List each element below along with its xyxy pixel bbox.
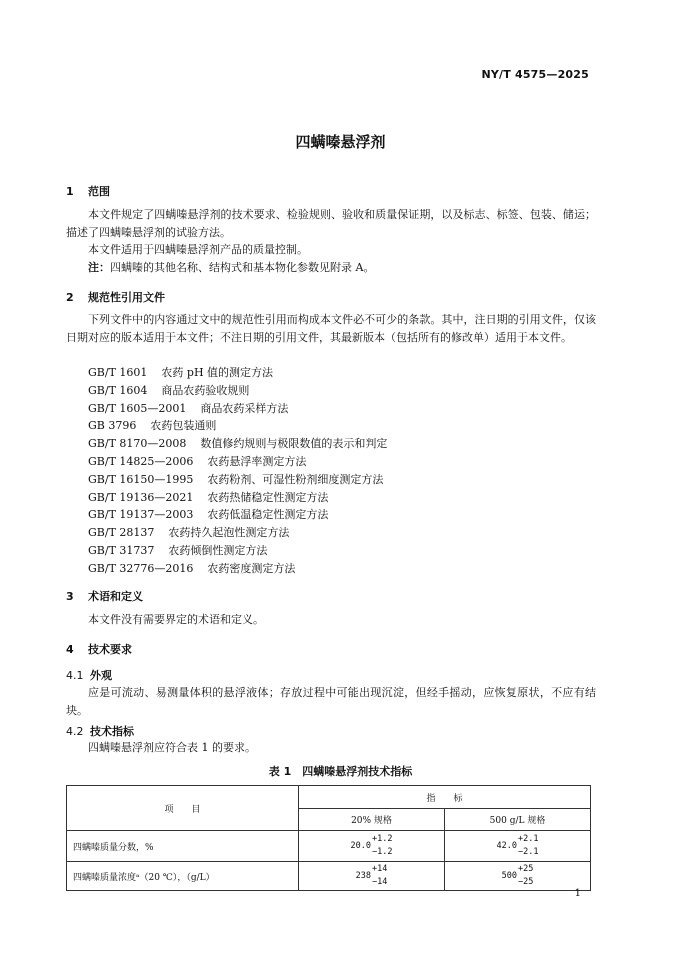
section-number: 2 bbox=[66, 291, 74, 304]
section-1-paragraph-1: 本文件规定了四螨嗪悬浮剂的技术要求、检验规则、验收和质量保证期，以及标志、标签、包装、储运；描述了四螨嗪悬浮剂的试验方法。 bbox=[66, 208, 596, 239]
table-cell-value bbox=[299, 862, 445, 891]
value-minus: −2.1 bbox=[518, 847, 539, 857]
value-plus: +1.2 bbox=[372, 834, 393, 844]
reference-name: 农药热储稳定性测定方法 bbox=[207, 490, 329, 504]
reference-name: 农药倾倒性测定方法 bbox=[168, 543, 268, 557]
section-4-1-heading bbox=[66, 667, 112, 683]
section-4-2-paragraph-1: 四螨嗪悬浮剂应符合表 1 的要求。 bbox=[88, 741, 256, 754]
section-number: 1 bbox=[66, 185, 74, 198]
section-number: 3 bbox=[66, 590, 74, 603]
section-4-1-paragraph-1: 应是可流动、易测量体积的悬浮液体；存放过程中可能出现沉淀，但经手摇动，应恢复原状，不应有结块。 bbox=[66, 686, 596, 717]
section-1-paragraph-2: 本文件适用于四螨嗪悬浮剂产品的质量控制。 bbox=[88, 243, 308, 256]
value-plus: +25 bbox=[518, 864, 534, 874]
reference-name: 商品农药验收规则 bbox=[161, 383, 250, 397]
value-plus: +14 bbox=[372, 864, 388, 874]
section-1-heading bbox=[66, 183, 110, 199]
section-title: 术语和定义 bbox=[88, 590, 143, 603]
table-cell-item: 四螨嗪质量浓度ᵃ（20 ℃），（g/L） bbox=[67, 862, 299, 891]
page-number: 1 bbox=[574, 888, 581, 899]
reference-item bbox=[88, 364, 387, 382]
reference-code: GB/T 14825—2006 bbox=[88, 454, 194, 468]
section-title: 技术要求 bbox=[88, 643, 132, 656]
reference-code: GB/T 1604 bbox=[88, 383, 148, 397]
section-title: 规范性引用文件 bbox=[88, 291, 165, 304]
reference-code: GB/T 19136—2021 bbox=[88, 490, 194, 504]
reference-item bbox=[88, 382, 387, 400]
normative-references-list bbox=[88, 364, 387, 578]
section-2-heading bbox=[66, 289, 165, 305]
note-label: 注： bbox=[88, 261, 110, 274]
reference-code: GB/T 31737 bbox=[88, 543, 155, 557]
section-4-heading bbox=[66, 641, 132, 657]
table-row bbox=[67, 831, 591, 862]
value-base: 238 bbox=[355, 871, 371, 881]
reference-code: GB/T 1601 bbox=[88, 366, 148, 379]
table-cell-value bbox=[445, 862, 591, 891]
value-base: 500 bbox=[501, 871, 517, 881]
value-minus: −25 bbox=[518, 877, 534, 887]
reference-code: GB/T 32776—2016 bbox=[88, 561, 194, 575]
reference-name: 农药持久起泡性测定方法 bbox=[168, 526, 290, 540]
reference-code: GB/T 16150—1995 bbox=[88, 472, 194, 486]
reference-item bbox=[88, 560, 387, 578]
reference-item bbox=[88, 435, 387, 453]
table-cell-value bbox=[445, 831, 591, 862]
table-header-col-500gl: 500 g/L 规格 bbox=[445, 809, 591, 831]
reference-name: 农药粉剂、可湿性粉剂细度测定方法 bbox=[207, 472, 384, 486]
value-plus: +2.1 bbox=[518, 834, 539, 844]
value-base: 20.0 bbox=[350, 841, 371, 851]
value-base: 42.0 bbox=[496, 841, 517, 851]
value-minus: −1.2 bbox=[372, 847, 393, 857]
subsection-title: 外观 bbox=[90, 669, 112, 682]
reference-name: 农药包装通则 bbox=[150, 419, 217, 433]
technical-indicators-table bbox=[66, 785, 591, 891]
subsection-number: 4.2 bbox=[66, 725, 84, 738]
reference-code: GB 3796 bbox=[88, 419, 137, 433]
reference-item bbox=[88, 453, 387, 471]
reference-name: 农药密度测定方法 bbox=[207, 561, 296, 575]
section-3-heading bbox=[66, 588, 143, 604]
table-cell-item: 四螨嗪质量分数，% bbox=[67, 831, 299, 862]
reference-name: 数值修约规则与极限数值的表示和判定 bbox=[200, 437, 388, 451]
reference-code: GB/T 19137—2003 bbox=[88, 508, 194, 522]
subsection-title: 技术指标 bbox=[90, 725, 134, 738]
reference-name: 农药悬浮率测定方法 bbox=[207, 454, 307, 468]
table-caption: 表 1 四螨嗪悬浮剂技术指标 bbox=[268, 765, 413, 778]
section-1-note bbox=[66, 259, 596, 277]
page-title: 四螨嗪悬浮剂 bbox=[295, 133, 386, 151]
note-text: 四螨嗪的其他名称、结构式和基本物化参数见附录 A。 bbox=[110, 261, 375, 274]
table-header-indicators: 指 标 bbox=[299, 786, 591, 809]
reference-code: GB/T 28137 bbox=[88, 526, 155, 540]
section-title: 范围 bbox=[88, 185, 110, 198]
reference-item bbox=[88, 471, 387, 489]
reference-item bbox=[88, 417, 387, 435]
reference-item bbox=[88, 524, 387, 542]
table-row bbox=[67, 862, 591, 891]
reference-name: 商品农药采样方法 bbox=[200, 401, 289, 415]
value-minus: −14 bbox=[372, 877, 388, 887]
reference-item bbox=[88, 489, 387, 507]
table-header-item: 项 目 bbox=[67, 786, 299, 831]
reference-item bbox=[88, 506, 387, 524]
table-header-col-20pct: 20% 规格 bbox=[299, 809, 445, 831]
subsection-number: 4.1 bbox=[66, 669, 84, 682]
section-number: 4 bbox=[66, 643, 74, 656]
section-4-2-heading bbox=[66, 723, 134, 739]
table-cell-value bbox=[299, 831, 445, 862]
reference-name: 农药 pH 值的测定方法 bbox=[161, 366, 274, 379]
section-3-paragraph-1: 本文件没有需要界定的术语和定义。 bbox=[88, 613, 264, 626]
reference-code: GB/T 1605—2001 bbox=[88, 401, 187, 415]
reference-code: GB/T 8170—2008 bbox=[88, 437, 187, 451]
section-2-paragraph-1: 下列文件中的内容通过文中的规范性引用而构成本文件必不可少的条款。其中，注日期的引用文件，仅该日期对应的版本适用于本文件；不注日期的引用文件，其最新版本（包括所有的修改单）适用于本文件。 bbox=[66, 313, 596, 344]
reference-item bbox=[88, 400, 387, 418]
reference-item bbox=[88, 542, 387, 560]
standard-code: NY/T 4575—2025 bbox=[481, 68, 589, 81]
reference-name: 农药低温稳定性测定方法 bbox=[207, 508, 329, 522]
